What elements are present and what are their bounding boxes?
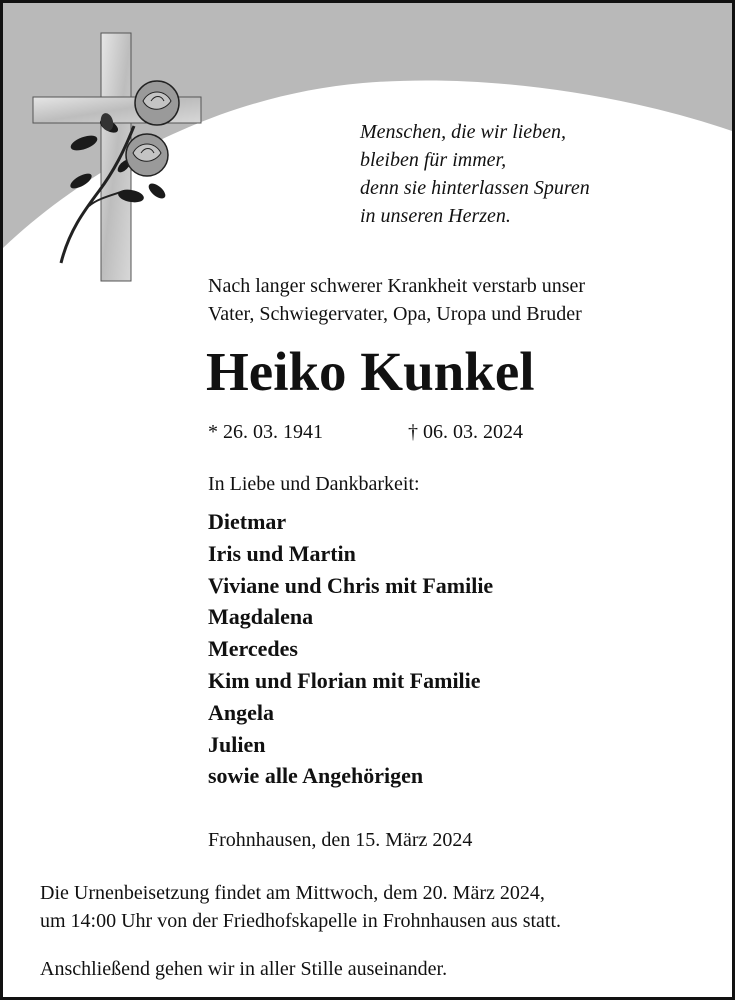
funeral-line: um 14:00 Uhr von der Friedhofskapelle in Frohnhausen aus statt.: [40, 910, 562, 932]
memorial-quote: [360, 118, 590, 230]
intro-line: Vater, Schwiegervater, Opa, Uropa und Bruder: [208, 303, 582, 325]
mourner-name: Dietmar: [208, 509, 287, 534]
birth-date: * 26. 03. 1941: [208, 421, 323, 443]
quote-line: Menschen, die wir lieben,: [360, 121, 567, 143]
quote-line: in unseren Herzen.: [360, 205, 511, 227]
death-date: † 06. 03. 2024: [408, 421, 523, 443]
cross-with-roses-icon: [29, 31, 209, 286]
deceased-name: Heiko Kunkel: [206, 341, 535, 402]
thanks-line: In Liebe und Dankbarkeit:: [208, 473, 420, 495]
mourner-name: Magdalena: [208, 604, 314, 630]
funeral-line: Die Urnenbeisetzung findet am Mittwoch, dem 20. März 2024,: [40, 882, 545, 904]
mourners-list: [208, 506, 493, 792]
quote-line: denn sie hinterlassen Spuren: [360, 177, 590, 199]
place-and-date: Frohnhausen, den 15. März 2024: [208, 829, 473, 851]
mourner-name: Julien: [208, 731, 266, 757]
quote-line: bleiben für immer,: [360, 149, 507, 171]
mourner-name: Viviane und Chris mit Familie: [208, 572, 494, 598]
mourner-name: sowie alle Angehörigen: [208, 763, 424, 789]
death-announcement-intro: [208, 272, 585, 328]
mourner-name: Angela: [208, 699, 274, 725]
mourner-name: Iris und Martin: [208, 540, 356, 566]
intro-line: Nach langer schwerer Krankheit verstarb unser: [208, 275, 586, 297]
mourner-name: Mercedes: [208, 636, 298, 662]
closing-line: Anschließend gehen wir in aller Stille auseinander.: [40, 958, 448, 980]
funeral-details: [40, 879, 561, 935]
mourner-name: Kim und Florian mit Familie: [208, 667, 481, 693]
